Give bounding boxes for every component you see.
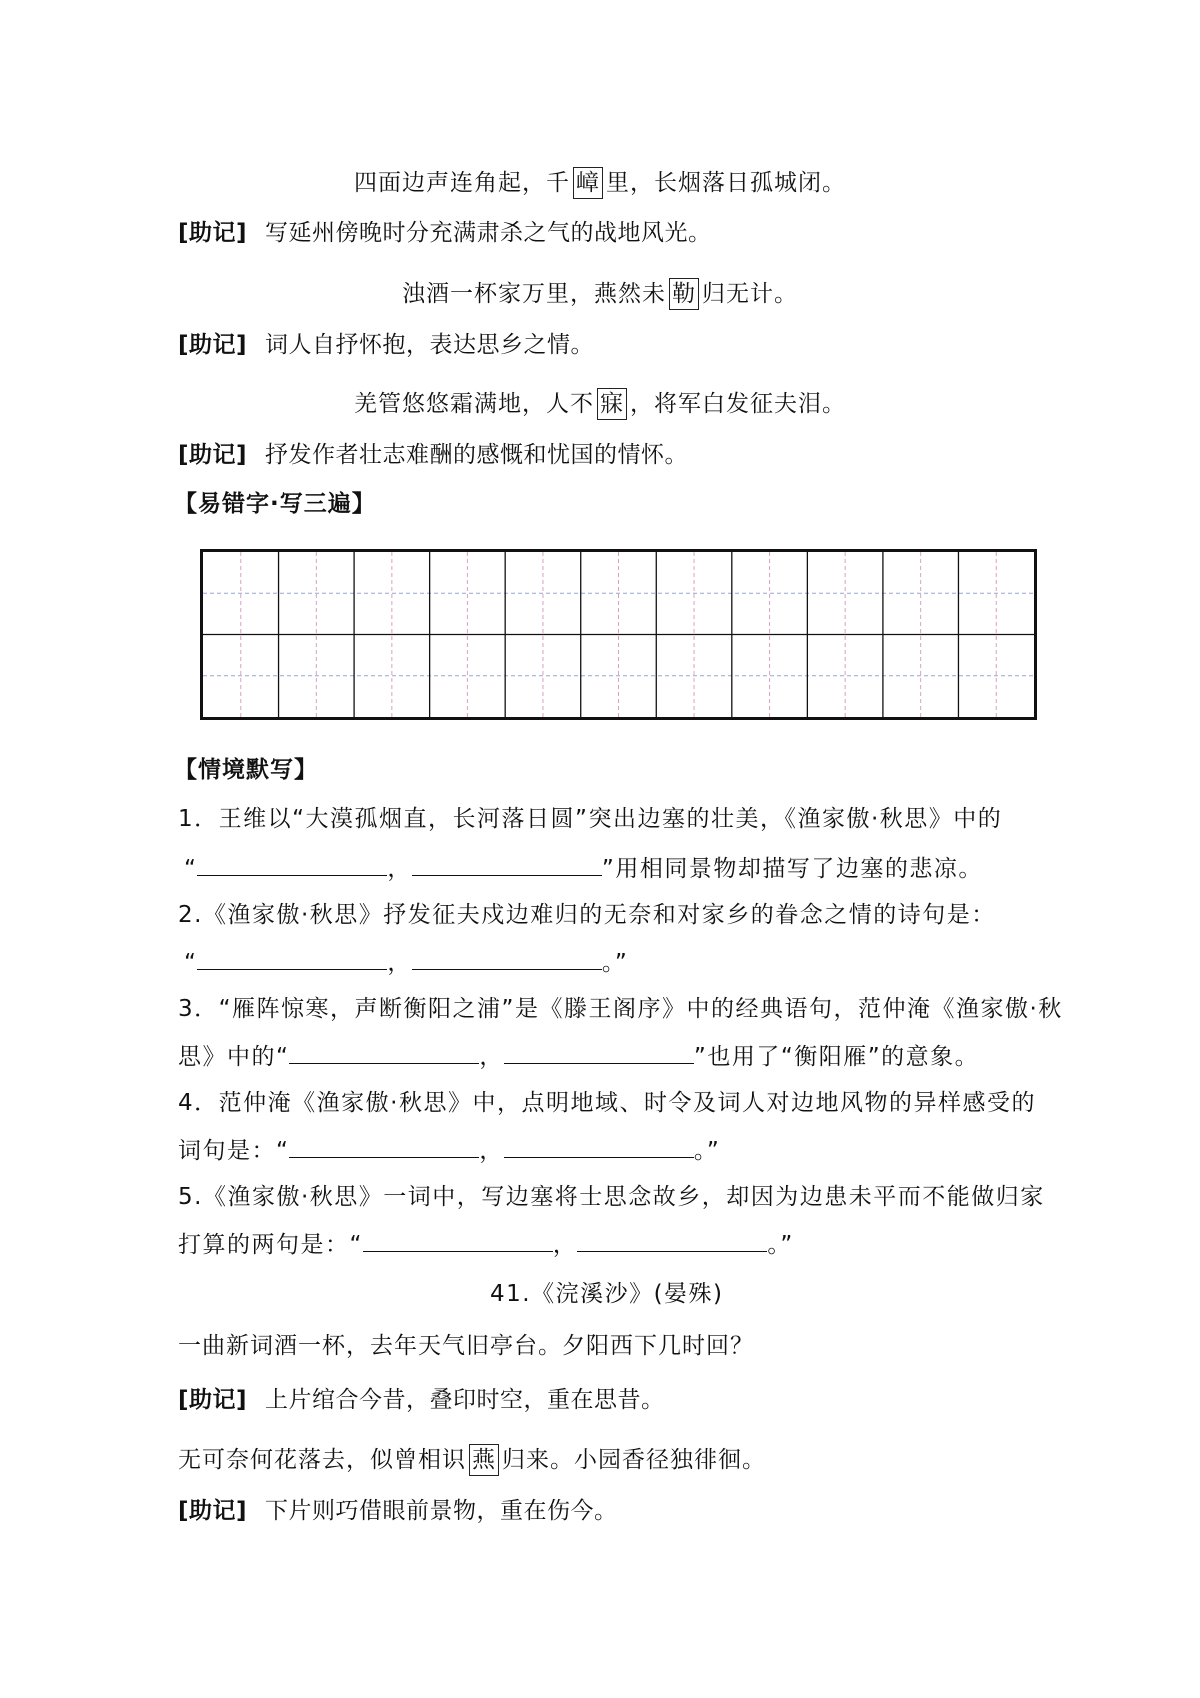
separator: ， — [479, 1044, 504, 1070]
mnemonic-tag: [助记] — [178, 332, 248, 358]
question-1-line-1: 1．王维以“大漠孤烟直，长河落日圆”突出边塞的壮美，《渔家傲·秋思》中的 — [178, 806, 1003, 832]
question-3-line-2 — [178, 1045, 979, 1069]
poem-line-3 — [0, 388, 1200, 420]
answer-blank[interactable] — [412, 857, 602, 876]
mnemonic-note-4 — [178, 1389, 665, 1412]
separator: ， — [387, 950, 412, 976]
question-tail: 。” — [767, 1232, 794, 1258]
answer-blank[interactable] — [577, 1233, 767, 1252]
question-head: 打算的两句是：“ — [178, 1232, 363, 1258]
mnemonic-tag: [助记] — [178, 1387, 248, 1413]
answer-blank[interactable] — [289, 1139, 479, 1158]
mnemonic-note-2 — [178, 334, 594, 357]
poem-title: 41.《浣溪沙》(晏殊) — [490, 1281, 724, 1307]
question-4-line-1: 4．范仲淹《渔家傲·秋思》中，点明地域、时令及词人对边地风物的异样感受的 — [178, 1090, 1036, 1116]
boxed-character: 勒 — [669, 278, 699, 310]
separator: ， — [479, 1138, 504, 1164]
poem-text: ，将军白发征夫泪。 — [630, 391, 846, 417]
question-2-line-2 — [184, 951, 628, 975]
mnemonic-text: 写延州傍晚时分充满肃杀之气的战地风光。 — [265, 220, 712, 246]
answer-blank[interactable] — [504, 1139, 694, 1158]
poem-text: 归无计。 — [702, 281, 798, 307]
answer-blank[interactable] — [289, 1045, 479, 1064]
answer-blank[interactable] — [412, 951, 602, 970]
poem-text: 归来。小园香径独徘徊。 — [502, 1447, 766, 1473]
question-2-line-1: 2.《渔家傲·秋思》抒发征夫戍边难归的无奈和对家乡的眷念之情的诗句是： — [178, 902, 996, 928]
poem2-line-1: 一曲新词酒一杯，去年天气旧亭台。夕阳西下几时回？ — [178, 1333, 754, 1359]
writing-grid[interactable] — [200, 549, 1037, 720]
poem-text: 浊酒一杯家万里，燕然未 — [402, 281, 666, 307]
section-heading-typo: 【易错字·写三遍】 — [174, 491, 376, 517]
answer-blank[interactable] — [197, 857, 387, 876]
quote-open: “ — [184, 856, 198, 882]
boxed-character: 嶂 — [573, 167, 603, 199]
mnemonic-text: 词人自抒怀抱，表达思乡之情。 — [265, 332, 595, 358]
question-head: 词句是：“ — [178, 1138, 290, 1164]
section-heading-context: 【情境默写】 — [174, 757, 318, 783]
mnemonic-note-1 — [178, 222, 712, 245]
poem-text: 无可奈何花落去，似曾相识 — [178, 1447, 466, 1473]
separator: ， — [387, 856, 412, 882]
answer-blank[interactable] — [363, 1233, 553, 1252]
separator: ， — [552, 1232, 578, 1258]
mnemonic-tag: [助记] — [178, 442, 248, 468]
answer-blank[interactable] — [504, 1045, 694, 1064]
boxed-character: 寐 — [597, 388, 627, 420]
mnemonic-note-3 — [178, 444, 688, 467]
answer-blank[interactable] — [197, 951, 387, 970]
boxed-character: 燕 — [469, 1444, 499, 1476]
question-tail: ”用相同景物却描写了边塞的悲凉。 — [601, 856, 983, 882]
quote-open: “ — [184, 950, 198, 976]
mnemonic-note-5 — [178, 1500, 618, 1523]
question-tail: 。” — [601, 950, 629, 976]
mnemonic-text: 抒发作者壮志难酬的感慨和忧国的情怀。 — [265, 442, 689, 468]
mnemonic-text: 上片绾合今昔，叠印时空，重在思昔。 — [265, 1387, 665, 1413]
question-tail: ”也用了“衡阳雁”的意象。 — [693, 1044, 980, 1070]
question-head: 思》中的“ — [178, 1044, 290, 1070]
question-1-line-2 — [184, 857, 983, 881]
writing-grid-lines — [203, 552, 1034, 717]
mnemonic-tag: [助记] — [178, 1498, 248, 1524]
question-5-line-1: 5.《渔家傲·秋思》一词中，写边塞将士思念故乡，却因为边患未平而不能做归家 — [178, 1184, 1045, 1210]
poem-text: 羌管悠悠霜满地，人不 — [354, 391, 594, 417]
poem-text: 四面边声连角起，千 — [354, 170, 570, 196]
mnemonic-text: 下片则巧借眼前景物，重在伤今。 — [265, 1498, 618, 1524]
question-4-line-2 — [178, 1139, 720, 1163]
poem-line-2 — [0, 278, 1200, 310]
mnemonic-tag: [助记] — [178, 220, 248, 246]
poem2-line-2 — [178, 1444, 766, 1476]
question-tail: 。” — [693, 1138, 721, 1164]
question-5-line-2 — [178, 1233, 794, 1257]
poem-line-1 — [0, 167, 1200, 199]
poem-text: 里，长烟落日孤城闭。 — [606, 170, 846, 196]
question-3-line-1: 3．“雁阵惊寒，声断衡阳之浦”是《滕王阁序》中的经典语句，范仲淹《渔家傲·秋 — [178, 996, 1063, 1022]
